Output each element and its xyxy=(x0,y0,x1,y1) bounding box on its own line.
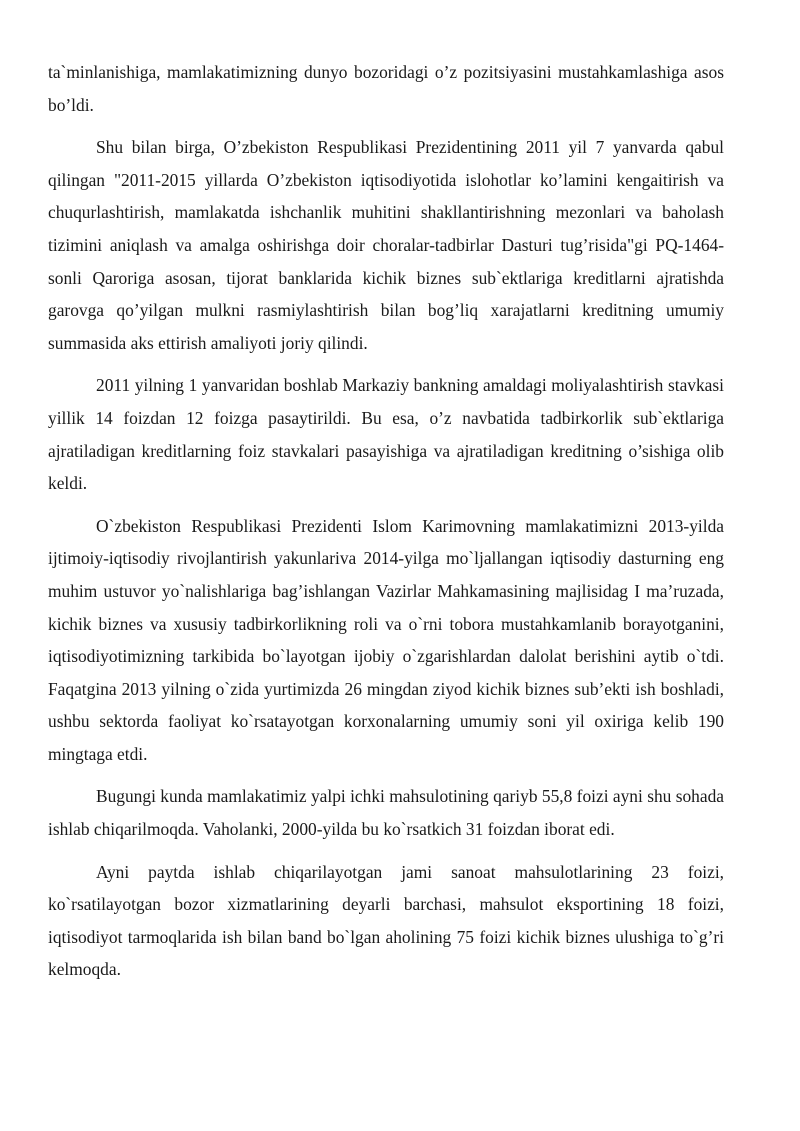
paragraph-6: Ayni paytda ishlab chiqarilayotgan jami sanoat mahsulotlarining 23 foizi, ko`rsatilayotgan bozor xizmatlarining deyarli barchasi, mahsulot eksportining 18 foizi, iqtisodiyot tarmoqlarida ish bilan band bo`lgan aholining 75 foizi kichik biznes ulushiga to`g’ri kelmoqda. xyxy=(48,861,724,980)
paragraph-5: Bugungi kunda mamlakatimiz yalpi ichki mahsulotining qariyb 55,8 foizi ayni shu sohada ishlab chiqarilmoqda. Vaholanki, 2000-yilda bu ko`rsatkich 31 foizdan iborat edi. xyxy=(48,786,724,840)
paragraph-4: O`zbekiston Respublikasi Prezidenti Islom Karimovning mamlakatimizni 2013-yilda ijtimoiy-iqtisodiy rivojlantirish yakunlariva 2014-yilga mo`ljallangan iqtisodiy dasturning eng muhim ustuvor yo`nalishlariga bag’ishlangan Vazirlar Mahkamasining majlisidag I ma’ruzada, kichik biznes va xususiy tadbirkorlikning roli va o`rni tobora mustahkamlanib borayotganini, iqtisodiyotimizning tarkibida bo`layotgan ijobiy o`zgarishlardan dalolat berishini aytib o`tdi. Faqatgina 2013 yilning o`zida yurtimizda 26 mingdan ziyod kichik biznes sub’ekti ish boshladi, ushbu sektorda faoliyat ko`rsatayotgan korxonalarning umumiy soni yil oxiriga kelib 190 mingtaga etdi. xyxy=(48,515,724,764)
document-page xyxy=(48,56,724,996)
paragraph-1: ta`minlanishiga, mamlakatimizning dunyo bozoridagi o’z pozitsiyasini mustahkamlashiga asos bo’ldi. xyxy=(48,62,724,115)
paragraph-2: Shu bilan birga, O’zbekiston Respublikasi Prezidentining 2011 yil 7 yanvarda qabul qilingan "2011-2015 yillarda O’zbekiston iqtisodiyotida islohotlar ko’lamini kengaitirish va chuqurlashtirish, mamlakatda ishchanlik muhitini shakllantirishning mezonlari va baholash tizimini aniqlash va amalga oshirishga doir choralar-tadbirlar Dasturi tug’risida"gi PQ-1464-sonli Qaroriga asosan, tijorat banklarida kichik biznes sub`ektlariga kreditlarni ajratishda garovga qo’yilgan mulkni rasmiylashtirish bilan bog’liq xarajatlarni kreditning umumiy summasida aks ettirish amaliyoti joriy qilindi. xyxy=(48,137,724,353)
paragraph-3: 2011 yilning 1 yanvaridan boshlab Markaziy bankning amaldagi moliyalashtirish stavkasi yillik 14 foizdan 12 foizga pasaytirildi. Bu esa, o’z navbatida tadbirkorlik sub`ektlariga ajratiladigan kreditlarning foiz stavkalari pasayishiga va ajratiladigan kreditning o’sishiga olib keldi. xyxy=(48,375,724,494)
